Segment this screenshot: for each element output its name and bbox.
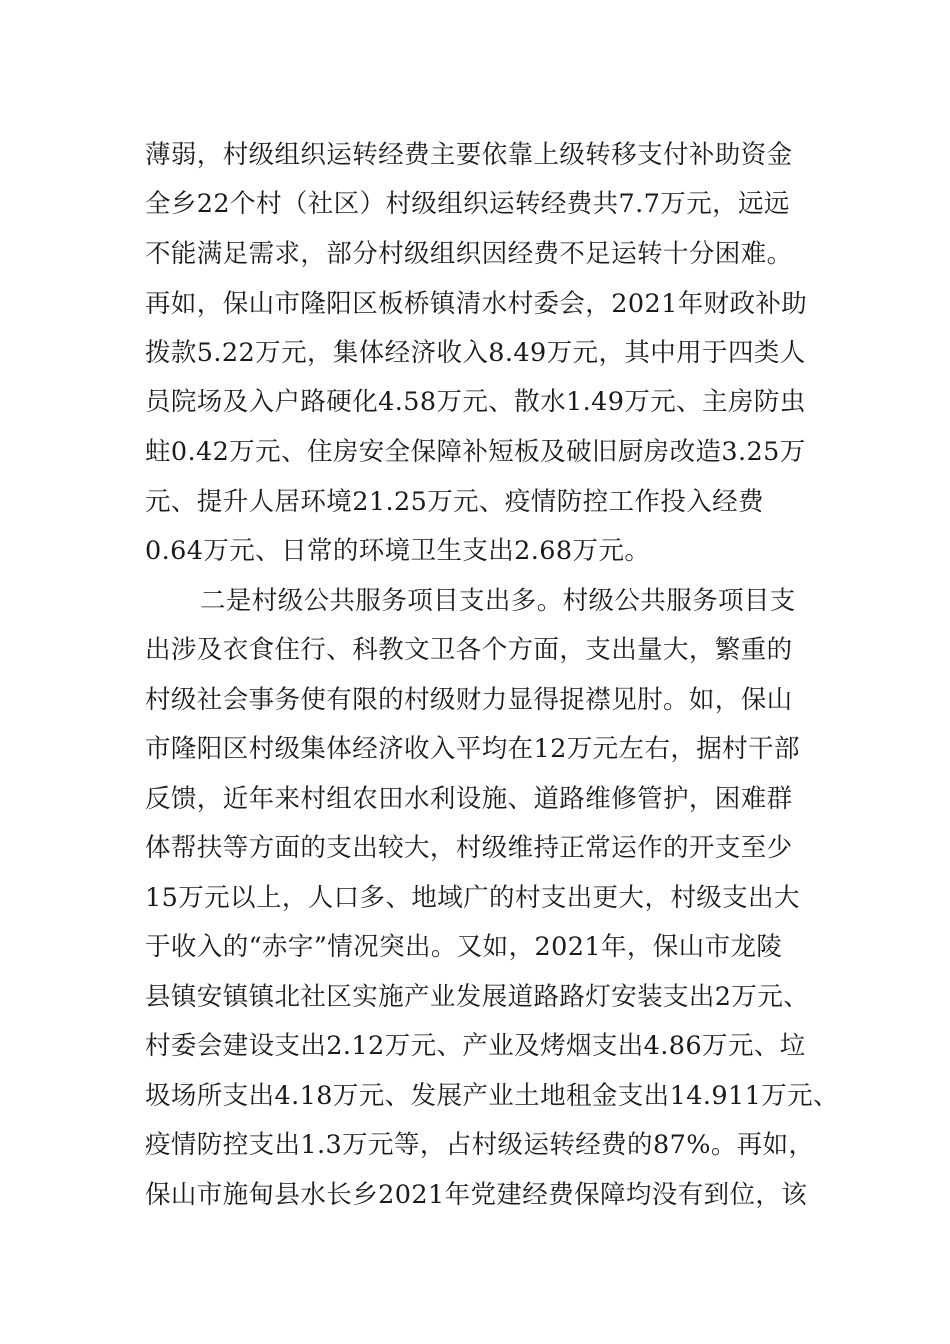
text-line: 县镇安镇镇北社区实施产业发展道路路灯安装支出2万元、 — [145, 982, 810, 1012]
text-line: 0.64万元、日常的环境卫生支出2.68万元。 — [145, 536, 651, 566]
text-line: 疫情防控支出1.3万元等，占村级运转经费的87%。再如， — [145, 1130, 815, 1160]
text-line: 员院场及入户路硬化4.58万元、散水1.49万元、主房防虫 — [145, 387, 806, 417]
text-line: 圾场所支出4.18万元、发展产业土地租金支出14.911万元、 — [145, 1081, 839, 1111]
text-line: 市隆阳区村级集体经济收入平均在12万元左右，据村干部 — [145, 734, 800, 764]
paragraph-start-line: 二是村级公共服务项目支出多。村级公共服务项目支 — [200, 586, 796, 616]
text-line: 体帮扶等方面的支出较大，村级维持正常运作的开支至少 — [145, 833, 793, 863]
text-line: 保山市施甸县水长乡2021年党建经费保障均没有到位，该 — [145, 1180, 808, 1210]
text-line: 15万元以上，人口多、地域广的村支出更大，村级支出大 — [145, 883, 800, 913]
text-line: 再如，保山市隆阳区板桥镇清水村委会，2021年财政补助 — [145, 289, 808, 319]
text-line: 村委会建设支出2.12万元、产业及烤烟支出4.86万元、垃 — [145, 1031, 806, 1061]
text-line: 于收入的“赤字”情况突出。又如，2021年，保山市龙陵 — [145, 932, 783, 962]
text-line: 元、提升人居环境21.25万元、疫情防控工作投入经费 — [145, 487, 764, 517]
text-line: 薄弱，村级组织运转经费主要依靠上级转移支付补助资金 — [145, 140, 793, 170]
text-line: 出涉及衣食住行、科教文卫各个方面，支出量大，繁重的 — [145, 635, 793, 665]
text-line: 全乡22个村（社区）村级组织运转经费共7.7万元，远远 — [145, 189, 790, 219]
text-line: 拨款5.22万元，集体经济收入8.49万元，其中用于四类人 — [145, 338, 806, 368]
text-line: 村级社会事务使有限的村级财力显得捉襟见肘。如，保山 — [145, 685, 793, 715]
text-line: 蛀0.42万元、住房安全保障补短板及破旧厨房改造3.25万 — [145, 437, 806, 467]
text-line: 反馈，近年来村组农田水利设施、道路维修管护，困难群 — [145, 784, 793, 814]
text-line: 不能满足需求，部分村级组织因经费不足运转十分困难。 — [145, 239, 793, 269]
